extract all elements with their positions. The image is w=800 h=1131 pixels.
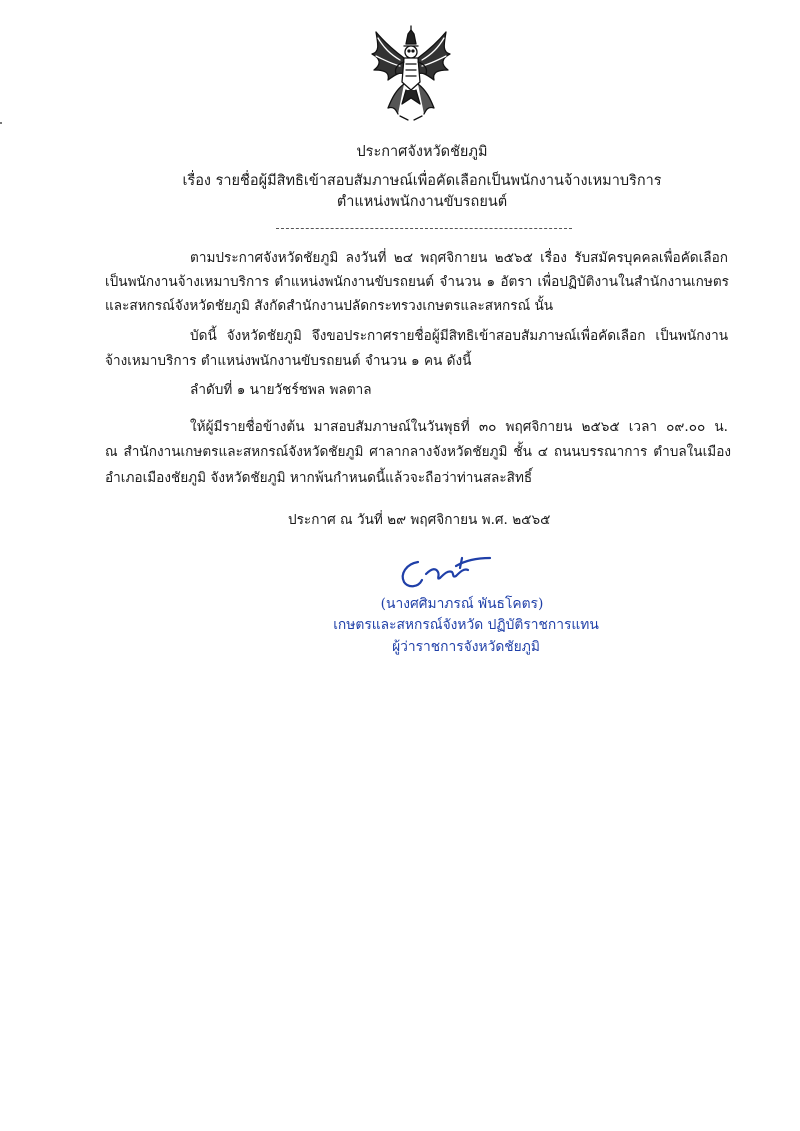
handwritten-signature-icon [396,550,506,592]
signature-block [300,540,640,660]
margin-mark [0,122,2,124]
para3-line2: ณ สำนักงานเกษตรและสหกรณ์จังหวัดชัยภูมิ ศาลากลางจังหวัดชัยภูมิ ชั้น ๔ ถนนบรรณาการ ตำบลในเมือง [105,444,731,460]
signer-title: เกษตรและสหกรณ์จังหวัด ปฏิบัติราชการแทน [333,617,599,633]
document-title: ประกาศจังหวัดชัยภูมิ [356,144,488,160]
para1-line2: เป็นพนักงานจ้างเหมาบริการ ตำแหน่งพนักงานขับรถยนต์ จำนวน ๑ อัตรา เพื่อปฏิบัติงานในสำนักงานเกษตร [105,274,729,290]
para1-line1: ตามประกาศจังหวัดชัยภูมิ ลงวันที่ ๒๔ พฤศจิกายน ๒๕๖๕ เรื่อง รับสมัครบุคคลเพื่อคัดเลือก [190,250,728,266]
garuda-emblem-icon [366,24,456,124]
para2-line1: บัดนี้ จังหวัดชัยภูมิ จึงขอประกาศรายชื่อผู้มีสิทธิเข้าสอบสัมภาษณ์เพื่อคัดเลือก เป็นพนักงาน [190,328,728,344]
divider-rule [276,228,572,229]
signer-name: (นางศศิมาภรณ์ พันธโคตร) [380,596,544,612]
para3-line3: อำเภอเมืองชัยภูมิ จังหวัดชัยภูมิ หากพ้นกำหนดนี้แล้วจะถือว่าท่านสละสิทธิ์ [105,470,533,486]
document-position: ตำแหน่งพนักงานขับรถยนต์ [336,194,508,210]
para2-line2: จ้างเหมาบริการ ตำแหน่งพนักงานขับรถยนต์ จำนวน ๑ คน ดังนี้ [105,353,472,369]
announce-date: ประกาศ ณ วันที่ ๒๙ พฤศจิกายน พ.ศ. ๒๕๖๕ [288,512,551,528]
para1-line3: และสหกรณ์จังหวัดชัยภูมิ สังกัดสำนักงานปลัดกระทรวงเกษตรและสหกรณ์ นั้น [105,298,554,314]
candidate-entry: ลำดับที่ ๑ นายวัชร์ชพล พลตาล [190,382,372,398]
document-subject: เรื่อง รายชื่อผู้มีสิทธิเข้าสอบสัมภาษณ์เพื่อคัดเลือกเป็นพนักงานจ้างเหมาบริการ [182,173,662,189]
para3-line1: ให้ผู้มีรายชื่อข้างต้น มาสอบสัมภาษณ์ในวันพุธที่ ๓๐ พฤศจิกายน ๒๕๖๕ เวลา ๐๙.๐๐ น. [190,419,728,435]
signer-authority: ผู้ว่าราชการจังหวัดชัยภูมิ [392,639,540,655]
